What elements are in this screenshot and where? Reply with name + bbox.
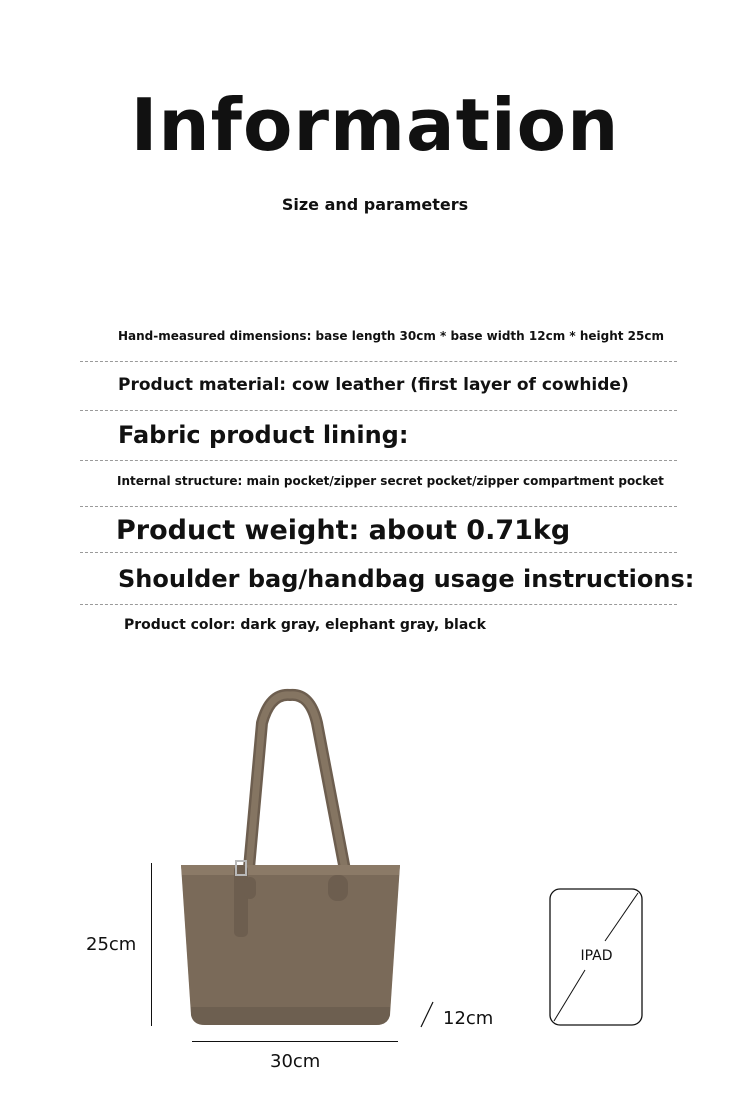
height-label: 25cm [86, 934, 137, 955]
spec-material: Product material: cow leather (first layer of cowhide) [118, 375, 629, 395]
page-title: Information [130, 83, 620, 167]
depth-label: 12cm [443, 1008, 494, 1029]
divider [80, 410, 677, 411]
divider [80, 361, 677, 362]
width-line [192, 1041, 398, 1042]
divider [80, 604, 677, 605]
ipad-label: IPAD [580, 948, 613, 964]
page-subtitle: Size and parameters [281, 195, 469, 214]
width-label: 30cm [270, 1051, 321, 1072]
tote-bag-illustration [150, 685, 420, 1055]
divider [80, 460, 677, 461]
depth-line [418, 1000, 436, 1030]
divider [80, 552, 677, 553]
spec-dimensions: Hand-measured dimensions: base length 30cm * base width 12cm * height 25cm [118, 329, 664, 343]
divider [80, 506, 677, 507]
height-line [151, 863, 152, 1026]
spec-color: Product color: dark gray, elephant gray, black [124, 617, 486, 633]
spec-usage: Shoulder bag/handbag usage instructions: [118, 565, 695, 593]
spec-internal-structure: Internal structure: main pocket/zipper secret pocket/zipper compartment pocket [117, 474, 664, 488]
spec-lining: Fabric product lining: [118, 421, 409, 449]
spec-weight: Product weight: about 0.71kg [116, 515, 571, 546]
